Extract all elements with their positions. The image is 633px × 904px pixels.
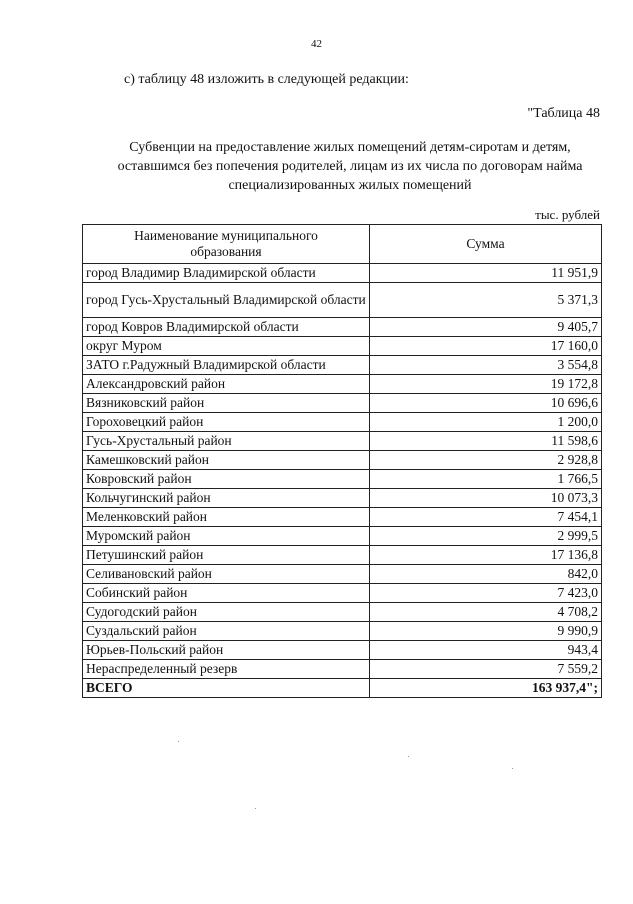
amount-cell: 11 951,9 <box>370 264 602 283</box>
municipality-name-cell: округ Муром <box>83 337 370 356</box>
amount-cell: 11 598,6 <box>370 432 602 451</box>
table-row <box>83 641 602 660</box>
municipality-name-cell: Гороховецкий район <box>83 413 370 432</box>
header-name-line: Наименование муниципального <box>134 228 318 243</box>
title-line: Субвенции на предоставление жилых помещений детям-сиротам и детям, <box>129 140 571 155</box>
table-row <box>83 622 602 641</box>
table-row <box>83 318 602 337</box>
amount-cell: 7 454,1 <box>370 508 602 527</box>
table-row <box>83 394 602 413</box>
amount-cell: 7 559,2 <box>370 660 602 679</box>
scan-speck <box>408 756 409 757</box>
table-title <box>60 138 633 195</box>
table-row <box>83 489 602 508</box>
table-row <box>83 375 602 394</box>
table-row <box>83 527 602 546</box>
municipality-name-cell: Муромский район <box>83 527 370 546</box>
scan-speck <box>512 768 513 769</box>
table-row <box>83 546 602 565</box>
municipality-name-cell: Судогодский район <box>83 603 370 622</box>
municipality-name-cell: Нераспределенный резерв <box>83 660 370 679</box>
header-name-line: образования <box>190 244 262 259</box>
table-row <box>83 283 602 318</box>
municipality-name-cell: Селивановский район <box>83 565 370 584</box>
table-row <box>83 337 602 356</box>
amount-cell: 17 160,0 <box>370 337 602 356</box>
amount-cell: 1 766,5 <box>370 470 602 489</box>
municipality-name-cell: Собинский район <box>83 584 370 603</box>
amount-cell: 1 200,0 <box>370 413 602 432</box>
municipality-name-cell: Александровский район <box>83 375 370 394</box>
amount-cell: 943,4 <box>370 641 602 660</box>
municipality-name-cell: город Гусь-Хрустальный Владимирской области <box>83 283 370 318</box>
table-row <box>83 470 602 489</box>
amount-cell: 9 990,9 <box>370 622 602 641</box>
amount-cell: 19 172,8 <box>370 375 602 394</box>
table-row <box>83 508 602 527</box>
amount-cell: 2 928,8 <box>370 451 602 470</box>
total-row <box>83 679 602 698</box>
table-header-row <box>83 225 602 264</box>
title-line: оставшимся без попечения родителей, лицам из их числа по договорам найма <box>117 159 583 174</box>
table-label: "Таблица 48 <box>527 106 600 121</box>
municipality-name-cell: Петушинский район <box>83 546 370 565</box>
amount-cell: 10 696,6 <box>370 394 602 413</box>
scan-speck <box>255 808 256 809</box>
amount-cell: 4 708,2 <box>370 603 602 622</box>
table-row <box>83 565 602 584</box>
amount-cell: 9 405,7 <box>370 318 602 337</box>
municipality-name-cell: Юрьев-Польский район <box>83 641 370 660</box>
municipality-name-cell: Суздальский район <box>83 622 370 641</box>
table-body <box>83 264 602 679</box>
amount-cell: 842,0 <box>370 565 602 584</box>
municipality-name-cell: ЗАТО г.Радужный Владимирской области <box>83 356 370 375</box>
municipality-name-cell: Вязниковский район <box>83 394 370 413</box>
total-name-cell: ВСЕГО <box>83 679 370 698</box>
units-label: тыс. рублей <box>535 207 600 222</box>
subventions-table <box>82 224 602 698</box>
table-row <box>83 413 602 432</box>
total-sum-cell: 163 937,4"; <box>370 679 602 698</box>
table-row <box>83 432 602 451</box>
table-row <box>83 451 602 470</box>
municipality-name-cell: Ковровский район <box>83 470 370 489</box>
table-row <box>83 264 602 283</box>
amount-cell: 17 136,8 <box>370 546 602 565</box>
amount-cell: 7 423,0 <box>370 584 602 603</box>
amount-cell: 5 371,3 <box>370 283 602 318</box>
amount-cell: 3 554,8 <box>370 356 602 375</box>
amount-cell: 10 073,3 <box>370 489 602 508</box>
municipality-name-cell: Гусь-Хрустальный район <box>83 432 370 451</box>
municipality-name-cell: Камешковский район <box>83 451 370 470</box>
header-name-cell <box>83 225 370 264</box>
amount-cell: 2 999,5 <box>370 527 602 546</box>
page-number: 42 <box>311 38 322 50</box>
municipality-name-cell: город Владимир Владимирской области <box>83 264 370 283</box>
municipality-name-cell: Меленковский район <box>83 508 370 527</box>
table-row <box>83 356 602 375</box>
table-row <box>83 584 602 603</box>
municipality-name-cell: Кольчугинский район <box>83 489 370 508</box>
instruction-text: с) таблицу 48 изложить в следующей редакции: <box>124 72 409 87</box>
header-sum-cell: Сумма <box>370 225 602 264</box>
table-row <box>83 603 602 622</box>
municipality-name-cell: город Ковров Владимирской области <box>83 318 370 337</box>
title-line: специализированных жилых помещений <box>228 178 472 193</box>
table-row <box>83 660 602 679</box>
scan-speck <box>178 741 179 742</box>
